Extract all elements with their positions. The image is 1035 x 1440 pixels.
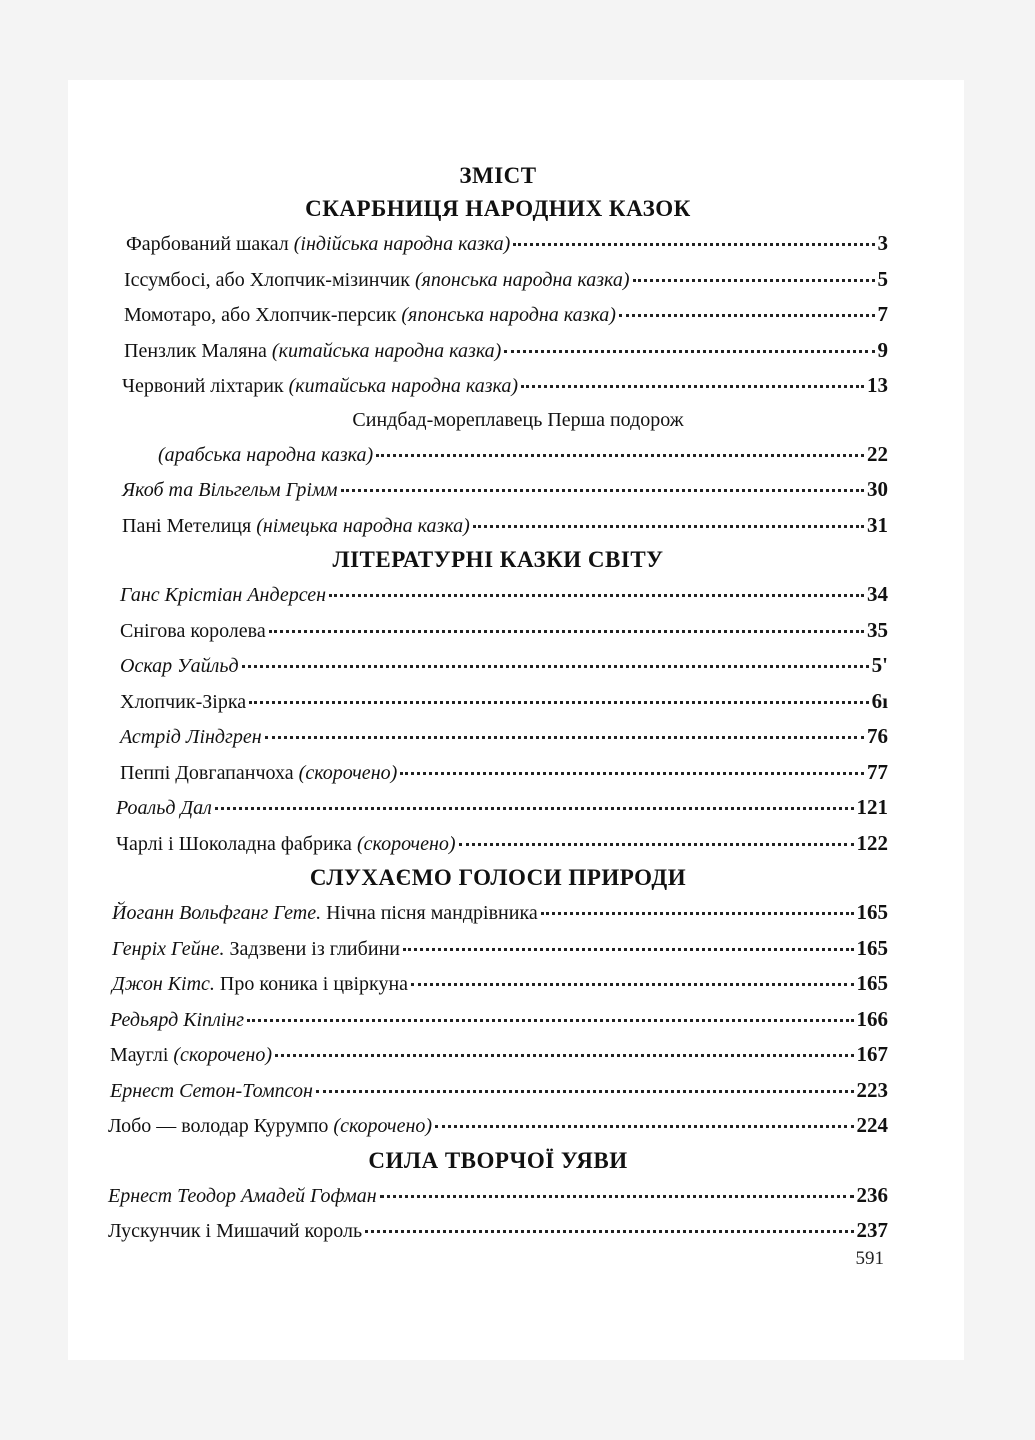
- entry-title: Іссумбосі, або Хлопчик-мізинчик (японська народна казка): [124, 268, 630, 291]
- toc-entry: [108, 755, 888, 791]
- toc-entry: [108, 613, 888, 649]
- toc-entry: [108, 1002, 888, 1038]
- page-ref: 22: [867, 441, 888, 466]
- page-ref: 6ı: [871, 688, 888, 713]
- toc-entry: [108, 1213, 888, 1249]
- dot-leader: [435, 1125, 853, 1128]
- toc-entry: [108, 472, 888, 508]
- dot-leader: [265, 736, 864, 739]
- toc-entry: [108, 895, 888, 931]
- entry-title: Червоний ліхтарик (китайська народна казка): [122, 375, 519, 397]
- page-ref: 166: [856, 1006, 888, 1031]
- toc-entry: [108, 966, 888, 1002]
- section-title: СКАРБНИЦЯ НАРОДНИХ КАЗОК: [305, 196, 691, 221]
- dot-leader: [316, 1090, 854, 1093]
- contents-title: ЗМІСТ: [459, 163, 537, 188]
- dot-leader: [521, 385, 864, 388]
- section-title: СИЛА ТВОРЧОЇ УЯВИ: [368, 1147, 628, 1173]
- toc-entry: [108, 226, 888, 262]
- page-ref: 224: [856, 1113, 888, 1137]
- dot-leader: [341, 489, 865, 492]
- toc-entry: [108, 648, 888, 684]
- dot-leader: [249, 701, 869, 704]
- toc-entry: [108, 1073, 888, 1109]
- toc-entry: [108, 368, 888, 404]
- page-ref: 3: [877, 231, 888, 255]
- dot-leader: [365, 1230, 853, 1233]
- dot-leader: [541, 912, 854, 915]
- dot-leader: [504, 350, 874, 353]
- toc-entry: [108, 1178, 888, 1214]
- dot-leader: [242, 665, 869, 668]
- dot-leader: [411, 983, 853, 986]
- dot-leader: [513, 243, 874, 246]
- dot-leader: [275, 1054, 854, 1057]
- entry-title: Хлопчик-Зірка: [120, 690, 247, 713]
- toc-entry: [108, 262, 888, 298]
- page-ref: 77: [867, 759, 888, 784]
- page-ref: 237: [856, 1218, 888, 1242]
- page-ref: 236: [856, 1182, 888, 1207]
- dot-leader: [619, 314, 875, 317]
- toc-entry: [108, 437, 888, 473]
- page-number: 591: [855, 1248, 884, 1269]
- page-ref: 13: [867, 373, 888, 397]
- toc-entry: [108, 333, 888, 369]
- toc-entry: [108, 1108, 888, 1144]
- toc-entry: [108, 719, 888, 755]
- dot-leader: [376, 454, 864, 457]
- toc-entry: [108, 790, 888, 826]
- toc-entry: [108, 508, 888, 544]
- dot-leader: [400, 772, 864, 775]
- entry-title: (арабська народна казка): [158, 443, 374, 466]
- entry-title: Ганс Крістіан Андерсен: [120, 584, 327, 606]
- page-ref: 5: [877, 266, 888, 291]
- entry-title: Пензлик Маляна (китайська народна казка): [124, 339, 502, 362]
- page-ref: 7: [877, 302, 888, 326]
- toc-entry: [108, 577, 888, 613]
- dot-leader: [380, 1195, 854, 1198]
- entry-title: Снігова королева: [120, 619, 266, 642]
- page-ref: 223: [856, 1077, 888, 1102]
- page-ref: 76: [867, 724, 888, 748]
- entry-title: Генріх Гейне. Задзвени із глибини: [112, 937, 400, 960]
- toc-entry: [108, 1037, 888, 1073]
- page-ref: 5': [871, 653, 888, 677]
- dot-leader: [329, 594, 864, 597]
- entry-title: Пеппі Довгапанчоха (скорочено): [120, 761, 398, 784]
- book-page: [68, 80, 964, 1360]
- entry-title: Лускунчик і Мишачий король: [108, 1220, 363, 1242]
- dot-leader: [633, 279, 875, 282]
- page-ref: 30: [867, 477, 888, 501]
- page-ref: 121: [856, 795, 888, 819]
- entry-title: Ернест Сетон-Томпсон: [110, 1079, 313, 1102]
- toc-entry: [108, 931, 888, 967]
- section-title: ЛІТЕРАТУРНІ КАЗКИ СВІТУ: [332, 547, 664, 572]
- entry-title: Якоб та Вільгельм Грімм: [122, 479, 338, 501]
- entry-title-line: Синдбад-мореплавець Перша подорож: [352, 408, 684, 431]
- dot-leader: [459, 843, 854, 846]
- page-ref: 122: [856, 830, 888, 855]
- entry-title: Фарбований шакал (індійська народна казка): [126, 233, 511, 255]
- entry-title: Ернест Теодор Амадей Гофман: [108, 1184, 377, 1207]
- page-ref: 165: [856, 971, 888, 995]
- dot-leader: [403, 948, 854, 951]
- dot-leader: [473, 525, 864, 528]
- entry-title: Роальд Дал: [116, 797, 212, 819]
- page-ref: 165: [856, 900, 888, 924]
- entry-title: Редьярд Кіплінг: [110, 1008, 245, 1031]
- dot-leader: [269, 630, 864, 633]
- table-of-contents: [108, 160, 888, 1249]
- entry-title: Джон Кітс. Про коника і цвіркуна: [112, 973, 409, 995]
- toc-entry: [108, 297, 888, 333]
- dot-leader: [215, 807, 854, 810]
- entry-title: Мауглі (скорочено): [110, 1044, 272, 1066]
- section-title: СЛУХАЄМО ГОЛОСИ ПРИРОДИ: [309, 865, 687, 890]
- entry-title: Лобо — володар Курумпо (скорочено): [108, 1115, 433, 1137]
- entry-title: Астрід Ліндгрен: [120, 726, 262, 748]
- page-ref: 9: [877, 337, 888, 362]
- page-ref: 35: [867, 617, 888, 642]
- dot-leader: [247, 1019, 853, 1022]
- entry-title: Момотаро, або Хлопчик-персик (японська народна казка): [124, 304, 616, 326]
- toc-entry: [108, 826, 888, 862]
- page-ref: 34: [867, 582, 888, 606]
- page-ref: 31: [867, 512, 888, 537]
- page-ref: 167: [856, 1042, 888, 1066]
- toc-entry: [108, 684, 888, 720]
- entry-title: Оскар Уайльд: [120, 655, 239, 677]
- entry-title: Йоганн Вольфганг Гете. Нічна пісня мандрівника: [112, 902, 538, 924]
- page-ref: 165: [856, 935, 888, 960]
- entry-title: Чарлі і Шоколадна фабрика (скорочено): [116, 832, 456, 855]
- entry-title: Пані Метелиця (німецька народна казка): [122, 514, 470, 537]
